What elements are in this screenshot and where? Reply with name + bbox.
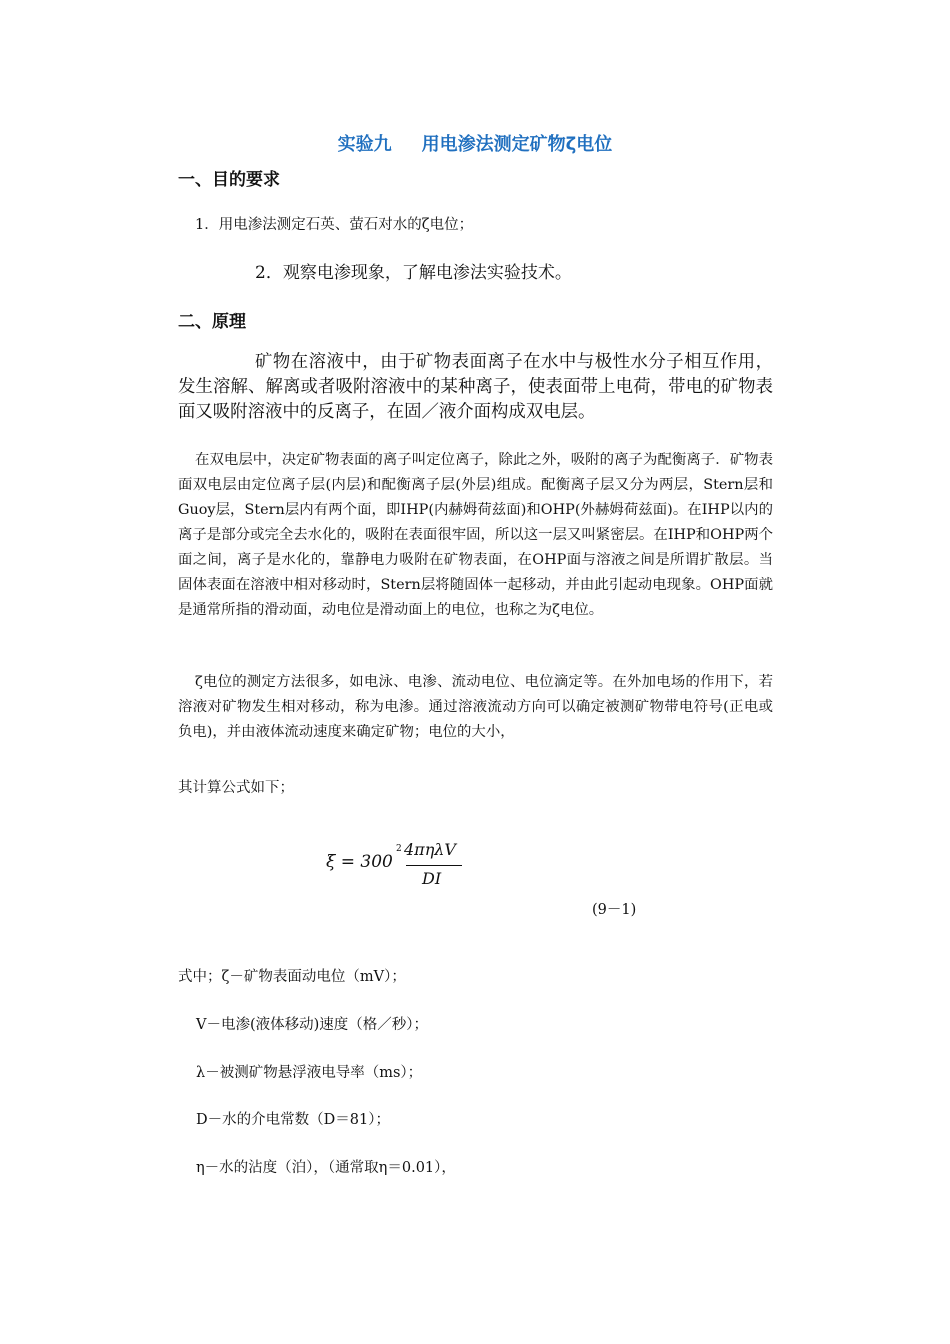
section-heading-objectives: 一、目的要求 bbox=[178, 170, 280, 190]
objective-item-1: 1．用电渗法测定石英、萤石对水的ζ电位； bbox=[195, 217, 474, 233]
formula-intro: 其计算公式如下； bbox=[178, 780, 294, 796]
section-heading-principle: 二、原理 bbox=[178, 312, 246, 332]
formula-superscript: 2 bbox=[396, 844, 402, 854]
zeta-potential-formula bbox=[326, 838, 486, 894]
formula-numerator: 4πηλV bbox=[404, 840, 456, 859]
principle-paragraph-2: 在双电层中，决定矿物表面的离子叫定位离子，除此之外，吸附的离子为配衡离子．矿物表面双电层由定位离子层(内层)和配衡离子层(外层)组成。配衡离子层又分为两层，Stern层和Guoy层，Stern层内有两个面，即IHP(内赫姆荷兹面)和OHP(外赫姆荷兹面)。在IHP以内的离子是部分或完全去水化的，吸附在表面很牢固，所以这一层又叫紧密层。在IHP和OHP两个面之间，离子是水化的，靠静电力吸附在矿物表面，在OHP面与溶液之间是所谓扩散层。当固体表面在溶液中相对移动时，Stern层将随固体一起移动，并由此引起动电现象。OHP面就是通常所指的滑动面，动电位是滑动面上的电位，也称之为ζ电位。 bbox=[178, 452, 773, 618]
page-title bbox=[0, 130, 950, 156]
principle-paragraph-1: 矿物在溶液中，由于矿物表面离子在水中与极性水分子相互作用，发生溶解、解离或者吸附溶液中的某种离子，使表面带上电荷，带电的矿物表面又吸附溶液中的反离子，在固／液介面构成双电层。 bbox=[178, 352, 773, 422]
title-experiment-name: 用电渗法测定矿物ζ电位 bbox=[421, 134, 613, 155]
definition-dielectric: D－水的介电常数（D＝81）； bbox=[196, 1112, 390, 1128]
definition-velocity: V－电渗(液体移动)速度（格／秒）； bbox=[196, 1017, 429, 1033]
equation-number: (9－1) bbox=[592, 902, 637, 918]
objective-item-2: 2．观察电渗现象，了解电渗法实验技术。 bbox=[255, 263, 572, 283]
formula-fraction-bar bbox=[406, 865, 462, 866]
title-experiment-number: 实验九 bbox=[337, 134, 392, 155]
definition-conductivity: λ－被测矿物悬浮液电导率（ms）； bbox=[196, 1065, 423, 1081]
definition-viscosity: η－水的沾度（泊），（通常取η＝0.01）， bbox=[196, 1160, 456, 1176]
formula-denominator: DI bbox=[422, 869, 442, 888]
principle-paragraph-3: ζ电位的测定方法很多，如电泳、电渗、流动电位、电位滴定等。在外加电场的作用下，若溶液对矿物发生相对移动，称为电渗。通过溶液流动方向可以确定被测矿物带电符号(正电或负电)，并由液体流动速度来确定矿物；电位的大小， bbox=[178, 674, 773, 740]
definition-zeta: 式中；ζ－矿物表面动电位（mV）； bbox=[178, 969, 406, 985]
formula-lhs: ξ = 300 bbox=[326, 852, 393, 872]
